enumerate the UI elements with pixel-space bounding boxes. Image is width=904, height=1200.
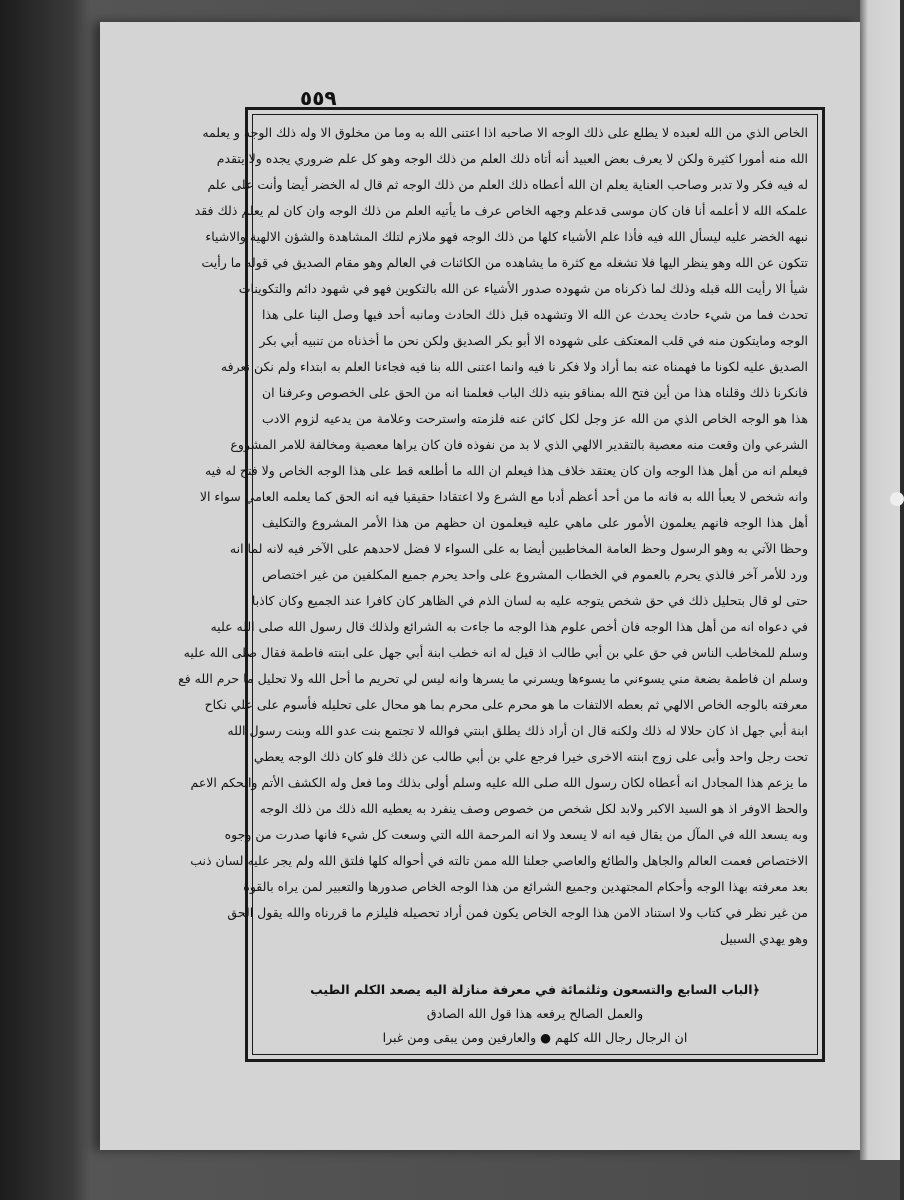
text-line: شيأ الا رأيت الله قبله وذلك لما ذكرناه من شهوده صدور الأشياء عن الله بالتكوين فهو في شهود دائم والتكوينات xyxy=(238,281,808,296)
text-line: بعد معرفته بهذا الوجه وأحكام المجتهدين وجميع الشرائع من هذا الوجه الخاص صدورها والتعبير لمن يراه بالقوة xyxy=(243,879,808,894)
text-line: نبهه الخضر عليه ليسأل الله فيه فأذا علم الأشياء كلها من ذلك الوجه فهو ملازم لتلك المشاهدة والشؤن الالهية والاشياء xyxy=(205,229,808,244)
text-line: أهل هذا الوجه فانهم يعلمون الأمور على ماهي عليه فيعلمون ان حظهم من هذا الأمر المشروع والتكليف xyxy=(262,515,808,530)
text-line: تحدث فما من شيء حادث يحدث عن الله الا وتشهده قبل ذلك الحادث ومانبه أحد فيها وصل الينا على هذا xyxy=(262,307,808,322)
text-line: تحت رجل واحد وأبى على زوج ابنته الاخرى خيرا فرجع علي بن أبي طالب عن ذلك فلو كان ذلك الوجه يعطي xyxy=(253,749,808,764)
body-text xyxy=(178,120,808,952)
text-line: معرفته بالوجه الخاص الالهي ثم بعطه الالتفات ما هو محرم على محرم بما هو محال على تحليله فأسوم على علي نكاح xyxy=(204,697,808,712)
chapter-heading xyxy=(272,978,798,1050)
text-line: وسلم ان فاطمة بضعة مني يسوءني ما يسوءها ويسرني ما يسرها وانه ليس لي تحريم ما أحل الله ولا تحليل ما حرم الله فع xyxy=(178,671,808,686)
text-line: تتكون عن الله وهو ينظر اليها فلا تشغله مع كثرة ما يشاهده من الكائنات في العالم وهو مقام الصديق في قوله ما رأيت xyxy=(201,255,808,270)
text-line: والحظ الاوفر اذ هو السيد الاكبر ولابد لكل شخص من خصوص وصف ينفرد به يعطيه الله ذلك من ذلك الوجه xyxy=(259,801,808,816)
text-line: وانه شخص لا يعبأ الله به فانه ما من أحد أعظم أدبا مع الشرع ولا اعتقادا حقيقيا فيه انه الحق كما يعلمه العامي سواء الا xyxy=(199,489,808,504)
text-line: ورد للأمر آخر فالذي يحرم بالعموم في الخطاب المشروع على واحد يحرم جميع المكلفين من غير اختصاص xyxy=(262,567,808,582)
text-line: الصديق عليه لكونا ما فهمناه عنه بما أراد ولا فكر نا فيه وانما اعتنى الله بنا فيه فجاءنا العلم به ابتداء ولم نكن نعرفه xyxy=(220,359,808,374)
text-line: الوجه ومايتكون منه في قلب المعتكف على شهوده الا أبو بكر الصديق ولكن نحن ما أخذناه من تنبيه أبي بكر xyxy=(259,333,808,348)
text-line: فيعلم انه من أهل هذا الوجه وان كان يعتقد خلاف هذا فيعلم ان الله ما أطلعه قط على هذا الوجه الخاص ولا فتح له فيه xyxy=(204,463,808,478)
text-line: ما يزعم هذا المجادل انه أعطاه لكان رسول الله صلى الله عليه وسلم أولى بذلك وما فعل وله الكشف الأتم والحكم الاعم xyxy=(190,775,808,790)
book-page xyxy=(100,22,860,1150)
paper-hole xyxy=(890,492,904,506)
chapter-title-line-2: والعمل الصالح يرفعه هذا قول الله الصادق xyxy=(426,1006,644,1021)
text-line-last: وهو يهدي السبيل xyxy=(719,931,808,946)
verse-line: ان الرجال رجال الله كلهم ● والعارفين ومن يبقى ومن غبرا xyxy=(382,1030,688,1045)
text-line: علمكه الله لا أعلمه أنا فان كان موسى قدعلم وجهه الخاص عرف ما يأتيه العلم من ذلك الوجه وان كان لم يعلم ذلك فقد xyxy=(194,203,808,218)
text-line: الاختصاص فعمت العالم والجاهل والطائع والعاصي جعلنا الله ممن تالته في أحواله كلها فلتق الله ولم يجر عليه لسان ذنب xyxy=(190,853,808,868)
text-line: ابنة أبي جهل اذ كان حلالا له ذلك ولكنه قال ان أراد ذلك يطلق ابنتي فوالله لا تجتمع بنت عدو الله وبنت رسول الله xyxy=(227,723,808,738)
text-line: الشرعي وان وقعت منه معصية بالتقدير الالهي الذي لا بد من نفوذه فان كان يراها معصية ومخالفة للامر المشروع xyxy=(230,437,808,452)
text-line: فانكرنا ذلك وقلناه هذا من أين فتح الله بمناقو بنيه ذلك الباب فعلمنا انه من الحق على الخصوص وعرفنا ان xyxy=(262,385,808,400)
text-line: وحظا الآتي به وهو الرسول وحظ العامة المخاطبين أيضا به على السواء لا فضل لاحدهم على الآخر فيه لانه لما انه xyxy=(229,541,808,556)
text-frame xyxy=(178,107,825,1062)
text-line: وسلم للمخاطب الناس في حق علي بن أبي طالب اذ قيل له انه خطب ابنة أبي جهل على ابنته فاطمة فقال صلى الله عليه xyxy=(183,645,808,660)
text-line: هذا هو الوجه الخاص الذي من الله عز وجل لكل كائن عنه فلزمته واسترحت وعلامة من يدعيه لزوم الادب xyxy=(262,411,808,426)
text-line: في دعواه انه من أهل هذا الوجه فان أخص علوم هذا الوجه ما جاءت به الشرائع ولذلك قال رسول الله صلى الله عليه xyxy=(210,619,808,634)
text-line: الخاص الذي من الله لعبده لا يطلع على ذلك الوجه الا صاحبه اذا اعتنى الله به وما من مخلوق الا وله ذلك الوجه و يعلمه xyxy=(202,125,808,140)
page-number: ٥٥٩ xyxy=(300,86,337,110)
text-line: وبه يسعد الله في المآل من يقال فيه انه لا يسعد ولا انه المرحمة الله التي وسعت كل شيء فانها صدرت من وجوه xyxy=(224,827,808,842)
chapter-title-line-1: ﴿الباب السابع والتسعون وثلثمائة في معرفة منازلة اليه يصعد الكلم الطيب xyxy=(310,982,760,997)
text-line: له فيه فكر ولا تدبر وصاحب العناية يعلم ان الله أعطاه ذلك العلم من ذلك الوجه ثم قال له الخضر أيضا وأنت على علم xyxy=(207,177,808,192)
text-line: من غير نظر في كتاب ولا استناد الامن هذا الوجه الخاص يكون فمن أراد تحصيله فليلزم ما قررناه والله يقول الحق xyxy=(227,905,808,920)
text-line: حتى لو قال بتحليل ذلك في حق شخص يتوجه عليه به لسان الذم في الظاهر كان كافرا عند الجميع وكان كاذبا xyxy=(251,593,808,608)
facing-page-edge xyxy=(860,0,900,1160)
text-line: الله منه أمورا كثيرة ولكن لا يعرف بعض العبيد أنه أتاه ذلك العلم من ذلك الوجه وهو كل علم ضروري يجده ولا يتقدم xyxy=(216,151,808,166)
